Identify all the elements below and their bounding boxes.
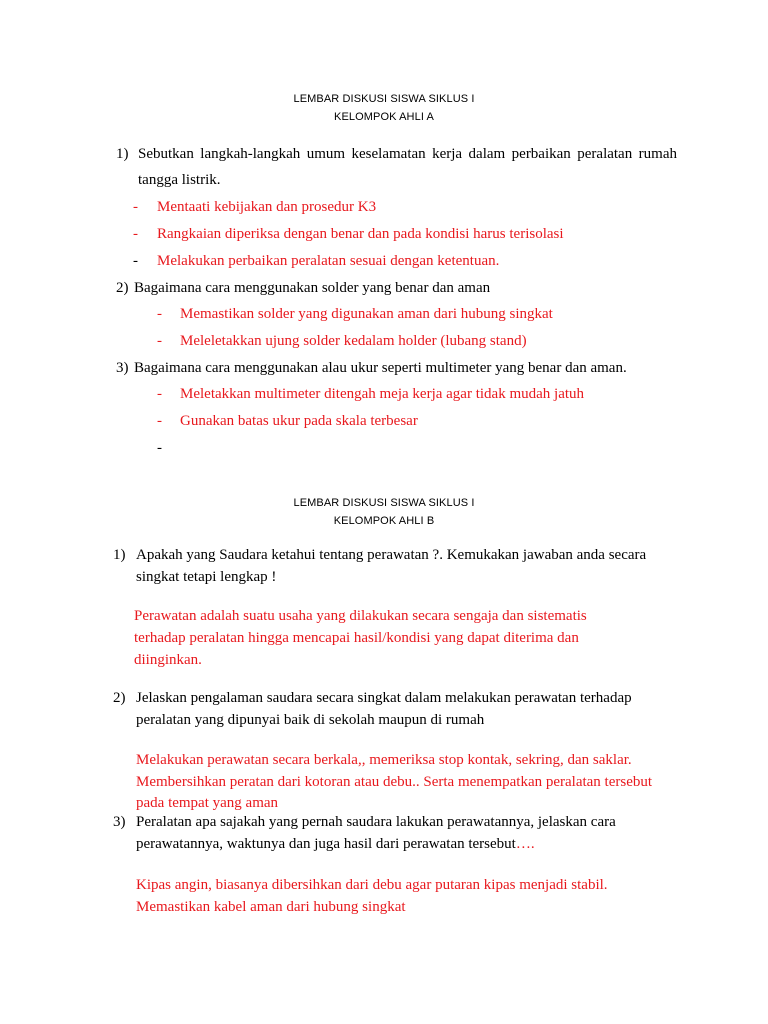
a-q1-text-line2: tangga listrik.: [138, 172, 221, 188]
section-b-subtitle: KELOMPOK AHLI B: [333, 515, 435, 527]
b-q1-answer-line3: diinginkan.: [134, 652, 202, 668]
b-q3-text-line2-main: perawatannya, waktunya dan juga hasil dari perawatan tersebut: [136, 836, 516, 852]
a-q1-bullet-dash-3: -: [133, 253, 138, 269]
section-b-title: LEMBAR DISKUSI SISWA SIKLUS I: [293, 497, 475, 509]
section-a-subtitle: KELOMPOK AHLI A: [334, 111, 434, 123]
a-q1-number: 1): [116, 146, 129, 162]
a-q1-text-line1: Sebutkan langkah-langkah umum keselamatan kerja dalam perbaikan peralatan rumah: [138, 146, 677, 162]
a-q1-bullet-2: Rangkaian diperiksa dengan benar dan pada kondisi harus terisolasi: [157, 226, 564, 242]
b-q1-text-line1: Apakah yang Saudara ketahui tentang perawatan ?. Kemukakan jawaban anda secara: [136, 547, 647, 563]
b-q1-answer-line1: Perawatan adalah suatu usaha yang dilakukan secara sengaja dan sistematis: [134, 608, 587, 624]
b-q2-number: 2): [113, 690, 126, 706]
a-q3-bullet-dash-2: -: [157, 413, 162, 429]
section-a-title: LEMBAR DISKUSI SISWA SIKLUS I: [293, 93, 475, 105]
a-q2-text: Bagaimana cara menggunakan solder yang benar dan aman: [134, 280, 491, 296]
b-q3-ellipsis: ….: [515, 836, 535, 852]
a-q1-bullet-dash-2: -: [133, 226, 138, 242]
b-q3-text-line2: [136, 833, 535, 855]
a-q2-bullet-1: Memastikan solder yang digunakan aman dari hubung singkat: [180, 306, 553, 322]
a-q3-text: Bagaimana cara menggunakan alau ukur seperti multimeter yang benar dan aman.: [134, 360, 627, 376]
b-q3-answer-line2: Memastikan kabel aman dari hubung singkat: [136, 899, 406, 915]
b-q2-answer-line2: Membersihkan peratan dari kotoran atau debu.. Serta menempatkan peralatan tersebut: [136, 774, 653, 790]
a-q3-bullet-dash-3: -: [157, 440, 162, 456]
b-q1-number: 1): [113, 547, 126, 563]
b-q3-answer-line1: Kipas angin, biasanya dibersihkan dari debu agar putaran kipas menjadi stabil.: [136, 877, 608, 893]
a-q1-bullet-dash-1: -: [133, 199, 138, 215]
a-q3-number: 3): [116, 360, 129, 376]
a-q2-bullet-dash-1: -: [157, 306, 162, 322]
b-q1-answer-line2: terhadap peralatan hingga mencapai hasil/kondisi yang dapat diterima dan: [134, 630, 579, 646]
a-q3-bullet-dash-1: -: [157, 386, 162, 402]
a-q1-bullet-3: Melakukan perbaikan peralatan sesuai dengan ketentuan.: [157, 253, 500, 269]
b-q2-answer-line1: Melakukan perawatan secara berkala,, memeriksa stop kontak, sekring, dan saklar.: [136, 752, 632, 768]
a-q1-bullet-1: Mentaati kebijakan dan prosedur K3: [157, 199, 377, 215]
a-q3-bullet-2: Gunakan batas ukur pada skala terbesar: [180, 413, 418, 429]
a-q3-bullet-1: Meletakkan multimeter ditengah meja kerja agar tidak mudah jatuh: [180, 386, 585, 402]
b-q2-answer-line3: pada tempat yang aman: [136, 795, 279, 811]
b-q3-text-line1: Peralatan apa sajakah yang pernah saudara lakukan perawatannya, jelaskan cara: [136, 814, 616, 830]
b-q2-text-line1: Jelaskan pengalaman saudara secara singkat dalam melakukan perawatan terhadap: [136, 690, 632, 706]
b-q1-text-line2: singkat tetapi lengkap !: [136, 569, 277, 585]
a-q2-number: 2): [116, 280, 129, 296]
a-q2-bullet-dash-2: -: [157, 333, 162, 349]
b-q3-number: 3): [113, 814, 126, 830]
a-q2-bullet-2: Meleletakkan ujung solder kedalam holder (lubang stand): [180, 333, 527, 349]
b-q2-text-line2: peralatan yang dipunyai baik di sekolah maupun di rumah: [136, 712, 485, 728]
